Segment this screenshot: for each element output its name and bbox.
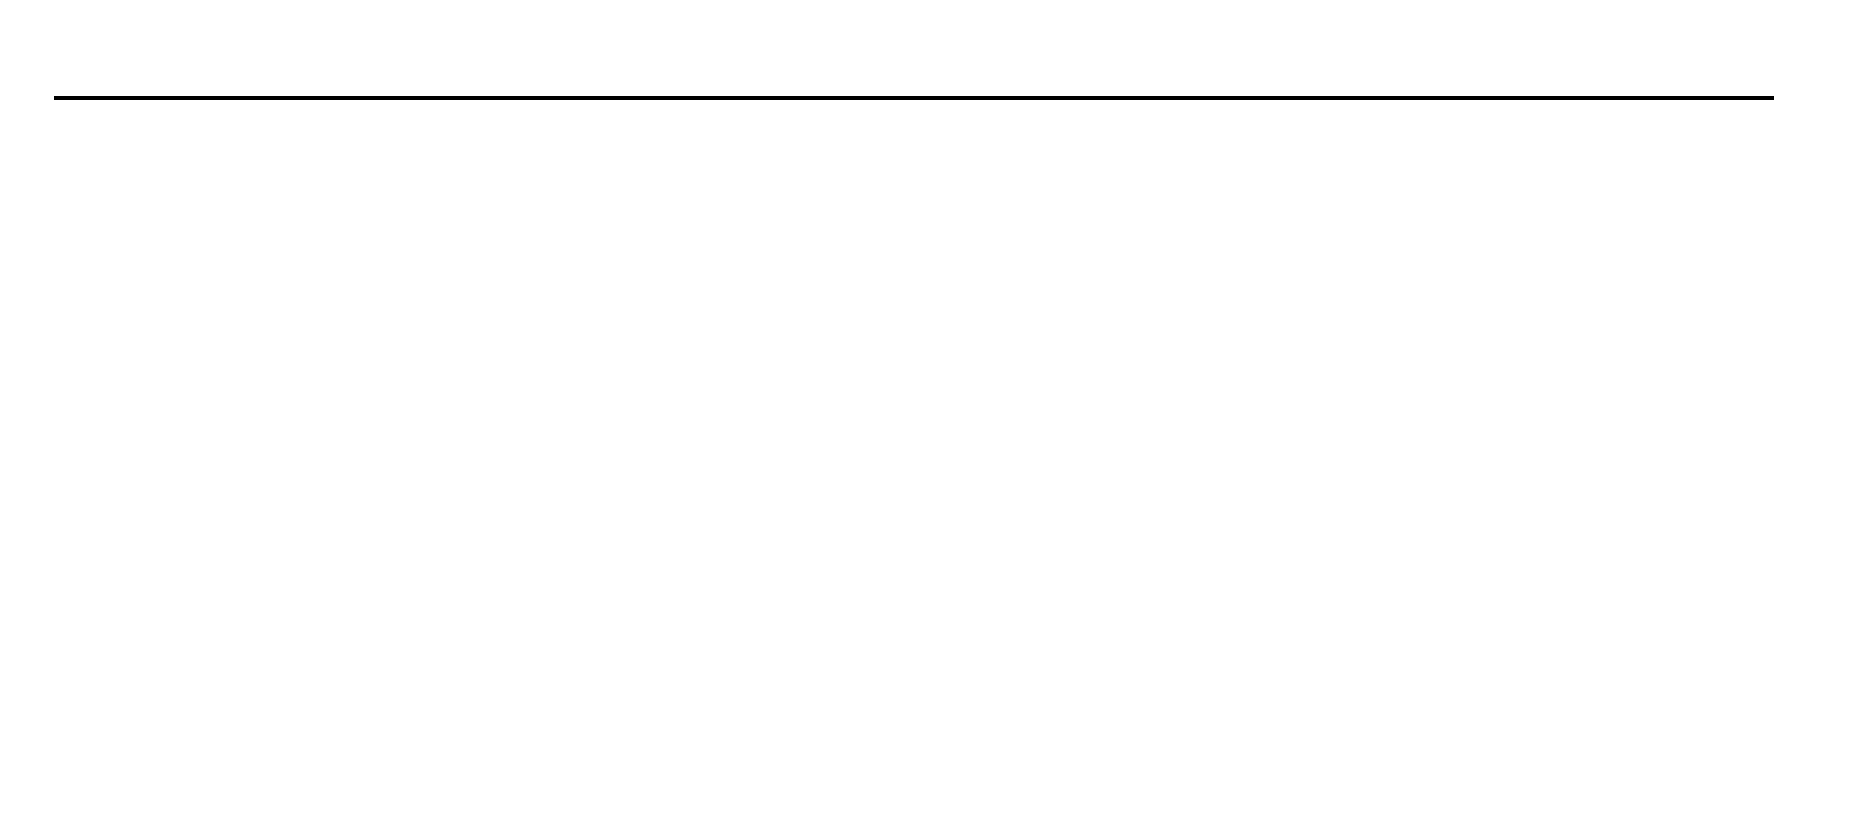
col-header-megnevezes [1200,98,1772,100]
col-header-pszaf [628,98,1200,100]
cashflow-table [54,96,1774,100]
col-header-sorszam [56,98,628,100]
